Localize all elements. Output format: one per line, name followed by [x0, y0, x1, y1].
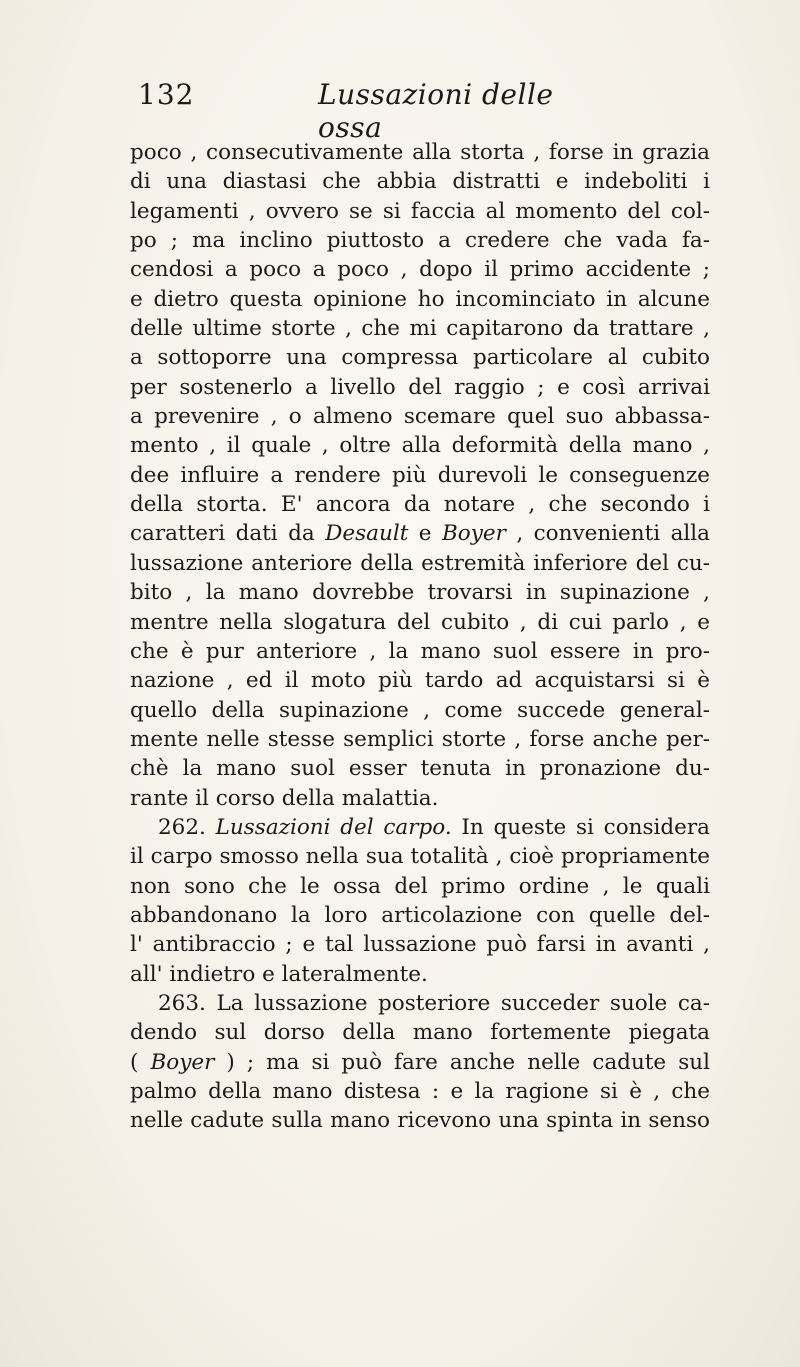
author-name: Boyer — [150, 1049, 215, 1075]
text-line: l' antibraccio ; e tal lussazione può farsi in avanti , — [130, 932, 710, 958]
text-line: nelle cadute sulla mano ricevono una spinta in senso — [130, 1108, 710, 1134]
text-line: mento , il quale , oltre alla deformità della mano , — [130, 433, 710, 459]
text-line: a sottoporre una compressa particolare al cubito — [130, 345, 710, 371]
section-number: 262. — [158, 814, 206, 840]
text-line-with-citations — [130, 519, 710, 548]
page-header — [138, 78, 588, 144]
author-name: Boyer — [441, 521, 506, 547]
text-line: della storta. E' ancora da notare , che secondo i — [130, 492, 710, 518]
text-line: il carpo smosso nella sua totalità , cioè propriamente — [130, 844, 710, 870]
text-line: palmo della mano distesa : e la ragione si è , che — [130, 1079, 710, 1104]
author-name: Desault — [325, 521, 409, 547]
text-line: rante il corso della malattia. — [130, 785, 439, 811]
section-heading: Lussazioni del carpo. — [215, 814, 452, 840]
text-line: per sostenerlo a livello del raggio ; e così arrivai — [130, 374, 710, 400]
text-line: chè la mano suol esser tenuta in pronazione du- — [130, 756, 710, 782]
text-line: e dietro questa opinione ho incominciato in alcune — [130, 286, 710, 312]
text-fragment: In queste si considera — [451, 814, 710, 840]
text-line: legamenti , ovvero se si faccia al momento del col- — [130, 198, 710, 224]
text-line: all' indietro e lateralmente. — [130, 961, 428, 987]
text-line: lussazione anteriore della estremità inferiore del cu- — [130, 550, 710, 576]
body-text — [130, 138, 710, 1136]
page-number: 132 — [138, 78, 195, 111]
text-fragment: ) ; ma si può fare anche nelle cadute sul — [214, 1049, 710, 1075]
text-line: quello della supinazione , come succede general- — [130, 697, 710, 723]
text-line: mentre nella slogatura del cubito , di cui parlo , e — [130, 609, 710, 635]
text-line: po ; ma inclino piuttosto a credere che vada fa- — [130, 228, 710, 254]
section-heading-line — [130, 813, 710, 842]
text-line: delle ultime storte , che mi capitarono da trattare , — [130, 316, 710, 342]
text-line: a prevenire , o almeno scemare quel suo abbassa- — [130, 404, 710, 430]
text-fragment: e — [408, 521, 442, 547]
text-line: mente nelle stesse semplici storte , forse anche per- — [130, 726, 710, 752]
text-line: poco , consecutivamente alla storta , forse in grazia — [130, 140, 710, 165]
text-line: dendo sul dorso della mano fortemente piegata — [130, 1020, 710, 1046]
text-line: 263. La lussazione posteriore succeder suole ca- — [158, 990, 710, 1016]
text-line: abbandonano la loro articolazione con quelle del- — [130, 902, 710, 928]
text-line: bito , la mano dovrebbe trovarsi in supinazione , — [130, 580, 710, 606]
text-line: dee influire a rendere più durevoli le conseguenze — [130, 462, 710, 488]
text-line: non sono che le ossa del primo ordine , le quali — [130, 873, 710, 899]
running-title: Lussazioni delle ossa — [318, 78, 554, 144]
text-line: cendosi a poco a poco , dopo il primo accidente ; — [130, 257, 710, 283]
text-line: di una diastasi che abbia distratti e indeboliti i — [130, 169, 710, 195]
text-line: nazione , ed il moto più tardo ad acquistarsi si è — [130, 668, 710, 694]
text-fragment: ( — [130, 1049, 151, 1075]
text-fragment: caratteri dati da — [130, 521, 326, 547]
text-line-with-citation — [130, 1048, 710, 1077]
text-line: che è pur anteriore , la mano suol essere in pro- — [130, 638, 710, 664]
text-fragment: , convenienti alla — [505, 521, 710, 547]
